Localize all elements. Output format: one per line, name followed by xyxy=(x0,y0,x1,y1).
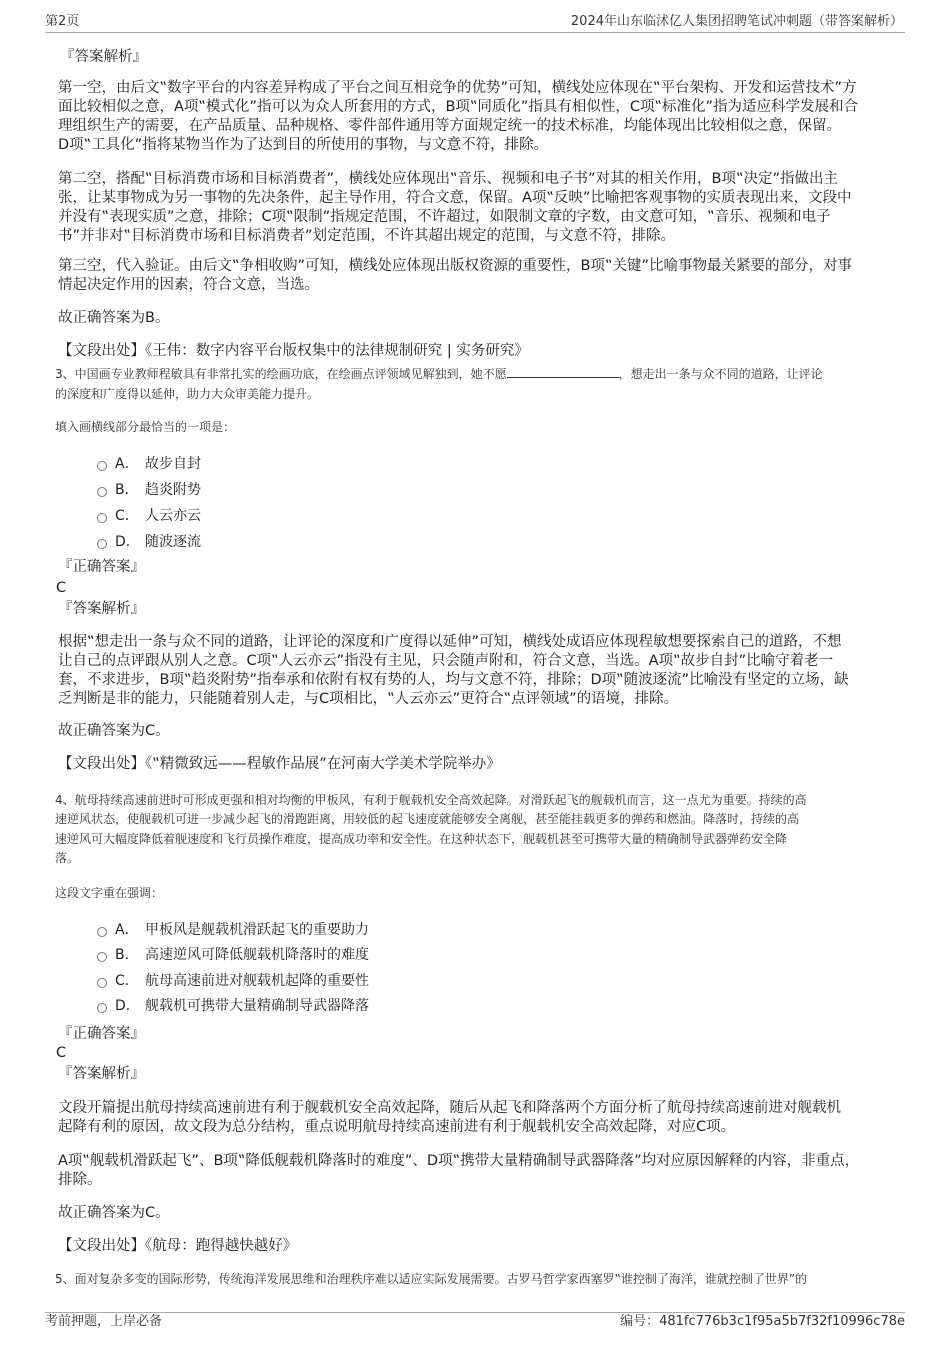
stem-text: 3、中国画专业教师程敏具有非常扎实的绘画功底，在绘画点评领域见解独到，她不愿 xyxy=(55,367,507,381)
header-divider xyxy=(45,32,905,33)
analysis-line: 文段开篇提出航母持续高速前进有利于舰载机安全高效起降，随后从起飞和降落两个方面分析了航母持续高速前进对舰载机 xyxy=(58,1100,841,1116)
analysis-line: 起降有利的原因，故文段为总分结构，重点说明航母持续高速前进有利于舰载机安全高效起降，对应C项。 xyxy=(58,1119,736,1135)
question-stem-line: 5、面对复杂多变的国际形势，传统海洋发展思维和治理秩序难以适应实际发展需要。古罗马哲学家西塞罗‟谁控制了海洋，谁就控制了世界”的 xyxy=(55,1272,808,1286)
option-key: D． xyxy=(115,534,140,550)
source-citation: 【文段出处】《航母：跑得越快越好》 xyxy=(58,1238,298,1254)
option-text: 人云亦云 xyxy=(145,508,201,524)
document-id: 编号：481fc776b3c1f95a5b7f32f10996c78e xyxy=(620,1314,905,1329)
option-key: B． xyxy=(115,482,139,498)
option-key: B． xyxy=(115,947,139,963)
analysis-line: 故正确答案为C。 xyxy=(58,723,170,739)
option-key: C． xyxy=(115,973,139,989)
analysis-line: 根据‟想走出一条与众不同的道路，让评论的深度和广度得以延伸”可知，横线处成语应体现程敏想要探索自己的道路，不想 xyxy=(58,634,842,650)
question-prompt: 这段文字重在强调： xyxy=(55,886,164,900)
option-radio[interactable] xyxy=(97,461,107,471)
option-key: C． xyxy=(115,508,139,524)
option-radio[interactable] xyxy=(97,927,107,937)
fill-in-blank xyxy=(507,365,619,378)
option-key: A． xyxy=(115,922,139,938)
question-stem-line: 的深度和广度得以延伸，助力大众审美能力提升。 xyxy=(55,387,320,401)
page-number: 第2页 xyxy=(45,14,80,29)
analysis-label: 『答案解析』 xyxy=(60,49,147,65)
option-text: 随波逐流 xyxy=(145,534,201,550)
option-text: 高速逆风可降低舰载机降落时的难度 xyxy=(145,947,369,963)
option-radio[interactable] xyxy=(97,1003,107,1013)
analysis-line: 第一空，由后文‟数字平台的内容差异构成了平台之间互相竞争的优势”可知，横线处应体现在‟平台架构、开发和运营技术”方 xyxy=(58,80,857,96)
document-title: 2024年山东临沭亿人集团招聘笔试冲刺题（带答案解析） xyxy=(570,14,903,29)
correct-answer: C xyxy=(56,1045,67,1061)
analysis-line: 让自己的点评跟从别人之意。C项‟人云亦云”指没有主见，只会随声附和，符合文意，当选。A项‟故步自封”比喻守着老一 xyxy=(58,653,834,669)
option-text: 舰载机可携带大量精确制导武器降落 xyxy=(145,998,369,1014)
analysis-line: 排除。 xyxy=(58,1172,102,1188)
analysis-line: 乏判断是非的能力，只能随着别人走，与C项相比，‟人云亦云”更符合‟点评领域”的语境，排除。 xyxy=(58,691,679,707)
analysis-line: 情起决定作用的因素，符合文意，当选。 xyxy=(58,277,319,293)
analysis-line: 第二空，搭配‟目标消费市场和目标消费者”，横线处应体现出‟音乐、视频和电子书”对其的相关作用，B项‟决定”指做出主 xyxy=(58,171,839,187)
option-key: D． xyxy=(115,998,140,1014)
correct-answer-label: 『正确答案』 xyxy=(58,1026,145,1042)
analysis-line: A项‟舰载机滑跃起飞”、B项‟降低舰载机降落时的难度”、D项‟携带大量精确制导武器降落”均对应原因解释的内容，非重点， xyxy=(58,1153,860,1169)
analysis-line: D项‟工具化”指将某物当作为了达到目的所使用的事物，与文意不符，排除。 xyxy=(58,137,549,153)
question-stem-line: 落。 xyxy=(55,850,80,865)
stem-text: ，想走出一条与众不同的道路，让评论 xyxy=(618,367,823,381)
analysis-line: 张，让某事物成为另一事物的先决条件，起主导作用，符合文意，保留。A项‟反映”比喻把客观事物的实质表现出来，文段中 xyxy=(58,190,852,206)
analysis-line: 书”并非对‟目标消费市场和目标消费者”划定范围，不许其超出规定的范围，与文意不符，排除。 xyxy=(58,228,676,244)
correct-answer-label: 『正确答案』 xyxy=(58,559,145,575)
analysis-line: 第三空，代入验证。由后文‟争相收购”可知，横线处应体现出版权资源的重要性，B项‟关键”比喻事物最关紧要的部分，对事 xyxy=(58,258,852,274)
question-stem xyxy=(55,364,823,384)
analysis-line: 故正确答案为B。 xyxy=(58,310,170,326)
analysis-line: 套，不求进步，B项‟趋炎附势”指奉承和依附有权有势的人，均与文意不符，排除；D项‟随波逐流”比喻没有坚定的立场，缺 xyxy=(58,672,849,688)
footer-slogan: 考前押题，上岸必备 xyxy=(45,1314,163,1329)
question-stem-line: 速逆风可大幅度降低着舰速度和飞行员操作难度，提高成功率和安全性。在这种状态下，舰载机甚至可携带大量的精确制导武器弹药安全降 xyxy=(55,831,788,846)
correct-answer: C xyxy=(56,580,67,596)
analysis-label: 『答案解析』 xyxy=(58,601,145,617)
source-citation: 【文段出处】《王伟：数字内容平台版权集中的法律规制研究 | 实务研究》 xyxy=(58,343,529,359)
analysis-label: 『答案解析』 xyxy=(58,1066,145,1082)
analysis-line: 面比较相似之意，A项‟模式化”指可以为众人所套用的方式，B项‟同质化”指具有相似性，C项‟标准化”指为适应科学发展和合 xyxy=(58,99,859,115)
option-text: 甲板风是舰载机滑跃起飞的重要助力 xyxy=(145,922,369,938)
question-prompt: 填入画横线部分最恰当的一项是： xyxy=(55,420,236,434)
option-text: 航母高速前进对舰载机起降的重要性 xyxy=(145,973,369,989)
question-stem-line: 4、航母持续高速前进时可形成更强和相对均衡的甲板风，有利于舰载机安全高效起降。对滑跃起飞的舰载机而言，这一点尤为重要。持续的高 xyxy=(55,793,807,807)
option-radio[interactable] xyxy=(97,978,107,988)
option-radio[interactable] xyxy=(97,487,107,497)
source-citation: 【文段出处】《‟精微致远——程敏作品展”在河南大学美术学院举办》 xyxy=(58,756,501,772)
analysis-line: 并没有‟表现实质”之意，排除；C项‟限制”指规定范围，不许超过，如限制文章的字数，由文意可知，‟音乐、视频和电子 xyxy=(58,209,831,225)
option-radio[interactable] xyxy=(97,513,107,523)
option-radio[interactable] xyxy=(97,539,107,549)
option-radio[interactable] xyxy=(97,952,107,962)
option-key: A． xyxy=(115,456,139,472)
option-text: 趋炎附势 xyxy=(145,482,201,498)
question-stem-line: 速逆风状态，使舰载机可进一步减少起飞的滑跑距离，用较低的起飞速度就能够安全离舰，甚至能挂载更多的弹药和燃油。降落时，持续的高 xyxy=(55,812,800,827)
option-text: 故步自封 xyxy=(145,456,201,472)
analysis-line: 理组织生产的需要，在产品质量、品种规格、零件部件通用等方面规定统一的技术标准，均能体现出比较相似之意，保留。 xyxy=(58,118,841,134)
analysis-line: 故正确答案为C。 xyxy=(58,1205,170,1221)
